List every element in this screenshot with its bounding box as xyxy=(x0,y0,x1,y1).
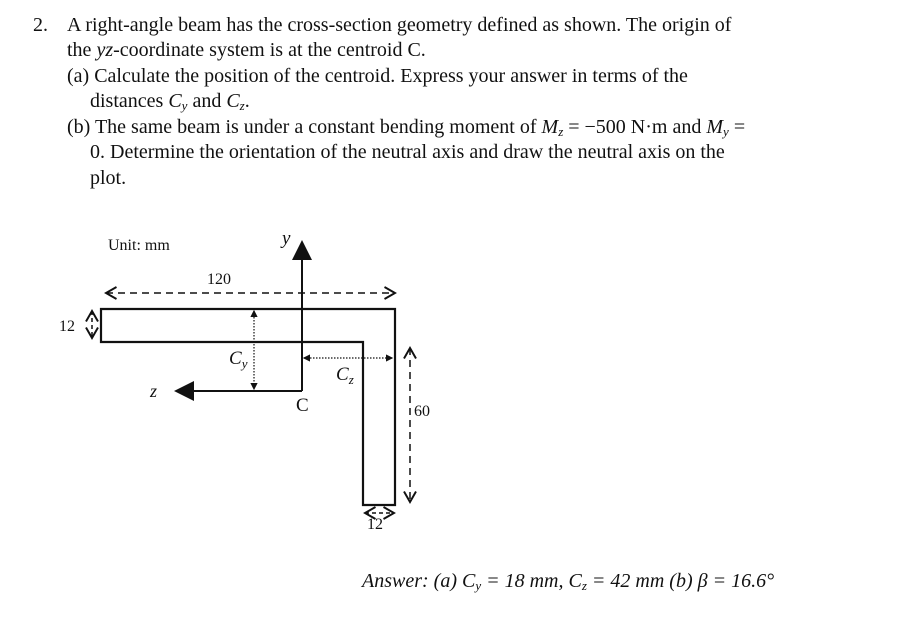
text: z xyxy=(348,372,354,387)
text: = −500 N·m and xyxy=(563,116,707,138)
text: the xyxy=(67,39,97,61)
part-b-line-3: plot. xyxy=(90,167,127,189)
text: y xyxy=(723,124,729,139)
text: distances xyxy=(90,90,169,112)
text: C xyxy=(229,348,242,369)
beam-cross-section xyxy=(101,309,395,505)
text: -coordinate system is at the centroid C. xyxy=(113,39,426,61)
text: = xyxy=(728,116,746,138)
dim-120-label: 120 xyxy=(207,271,231,288)
text: = 18 mm, C xyxy=(481,570,582,592)
text: Answer: (a) C xyxy=(362,570,476,592)
answer-line xyxy=(362,569,774,593)
problem-line-1: A right-angle beam has the cross-section geometry defined as shown. The origin of xyxy=(67,14,732,36)
problem-number: 2. xyxy=(33,14,48,36)
text: M xyxy=(706,116,724,138)
text: C xyxy=(168,90,182,112)
text: z xyxy=(239,98,245,113)
part-a-line-1: (a) Calculate the position of the centroid. Express your answer in terms of the xyxy=(67,65,688,87)
text: z xyxy=(581,578,587,593)
cy-label xyxy=(229,348,248,371)
dim-12-left-label: 12 xyxy=(59,318,75,335)
unit-label: Unit: mm xyxy=(108,237,170,254)
text: and xyxy=(187,90,227,112)
z-axis-label: z xyxy=(150,381,158,401)
part-b-line-2: 0. Determine the orientation of the neutral axis and draw the neutral axis on the xyxy=(90,141,725,163)
text: yz xyxy=(96,39,114,61)
dim-60-label: 60 xyxy=(414,403,430,420)
text: (b) The same beam is under a constant bending moment of xyxy=(67,116,542,138)
text: y xyxy=(475,578,482,593)
text: . xyxy=(244,90,250,112)
text: M xyxy=(541,116,559,138)
y-axis-label: y xyxy=(282,228,291,249)
dim-12-bottom-label: 12 xyxy=(367,516,383,533)
centroid-label: C xyxy=(296,395,309,416)
text: y xyxy=(241,356,248,371)
text: C xyxy=(226,90,240,112)
text: y xyxy=(181,98,188,113)
text: C xyxy=(336,364,349,385)
text: = 42 mm (b) β = 16.6° xyxy=(586,570,775,592)
text: z xyxy=(558,124,564,139)
cz-label xyxy=(336,364,354,387)
